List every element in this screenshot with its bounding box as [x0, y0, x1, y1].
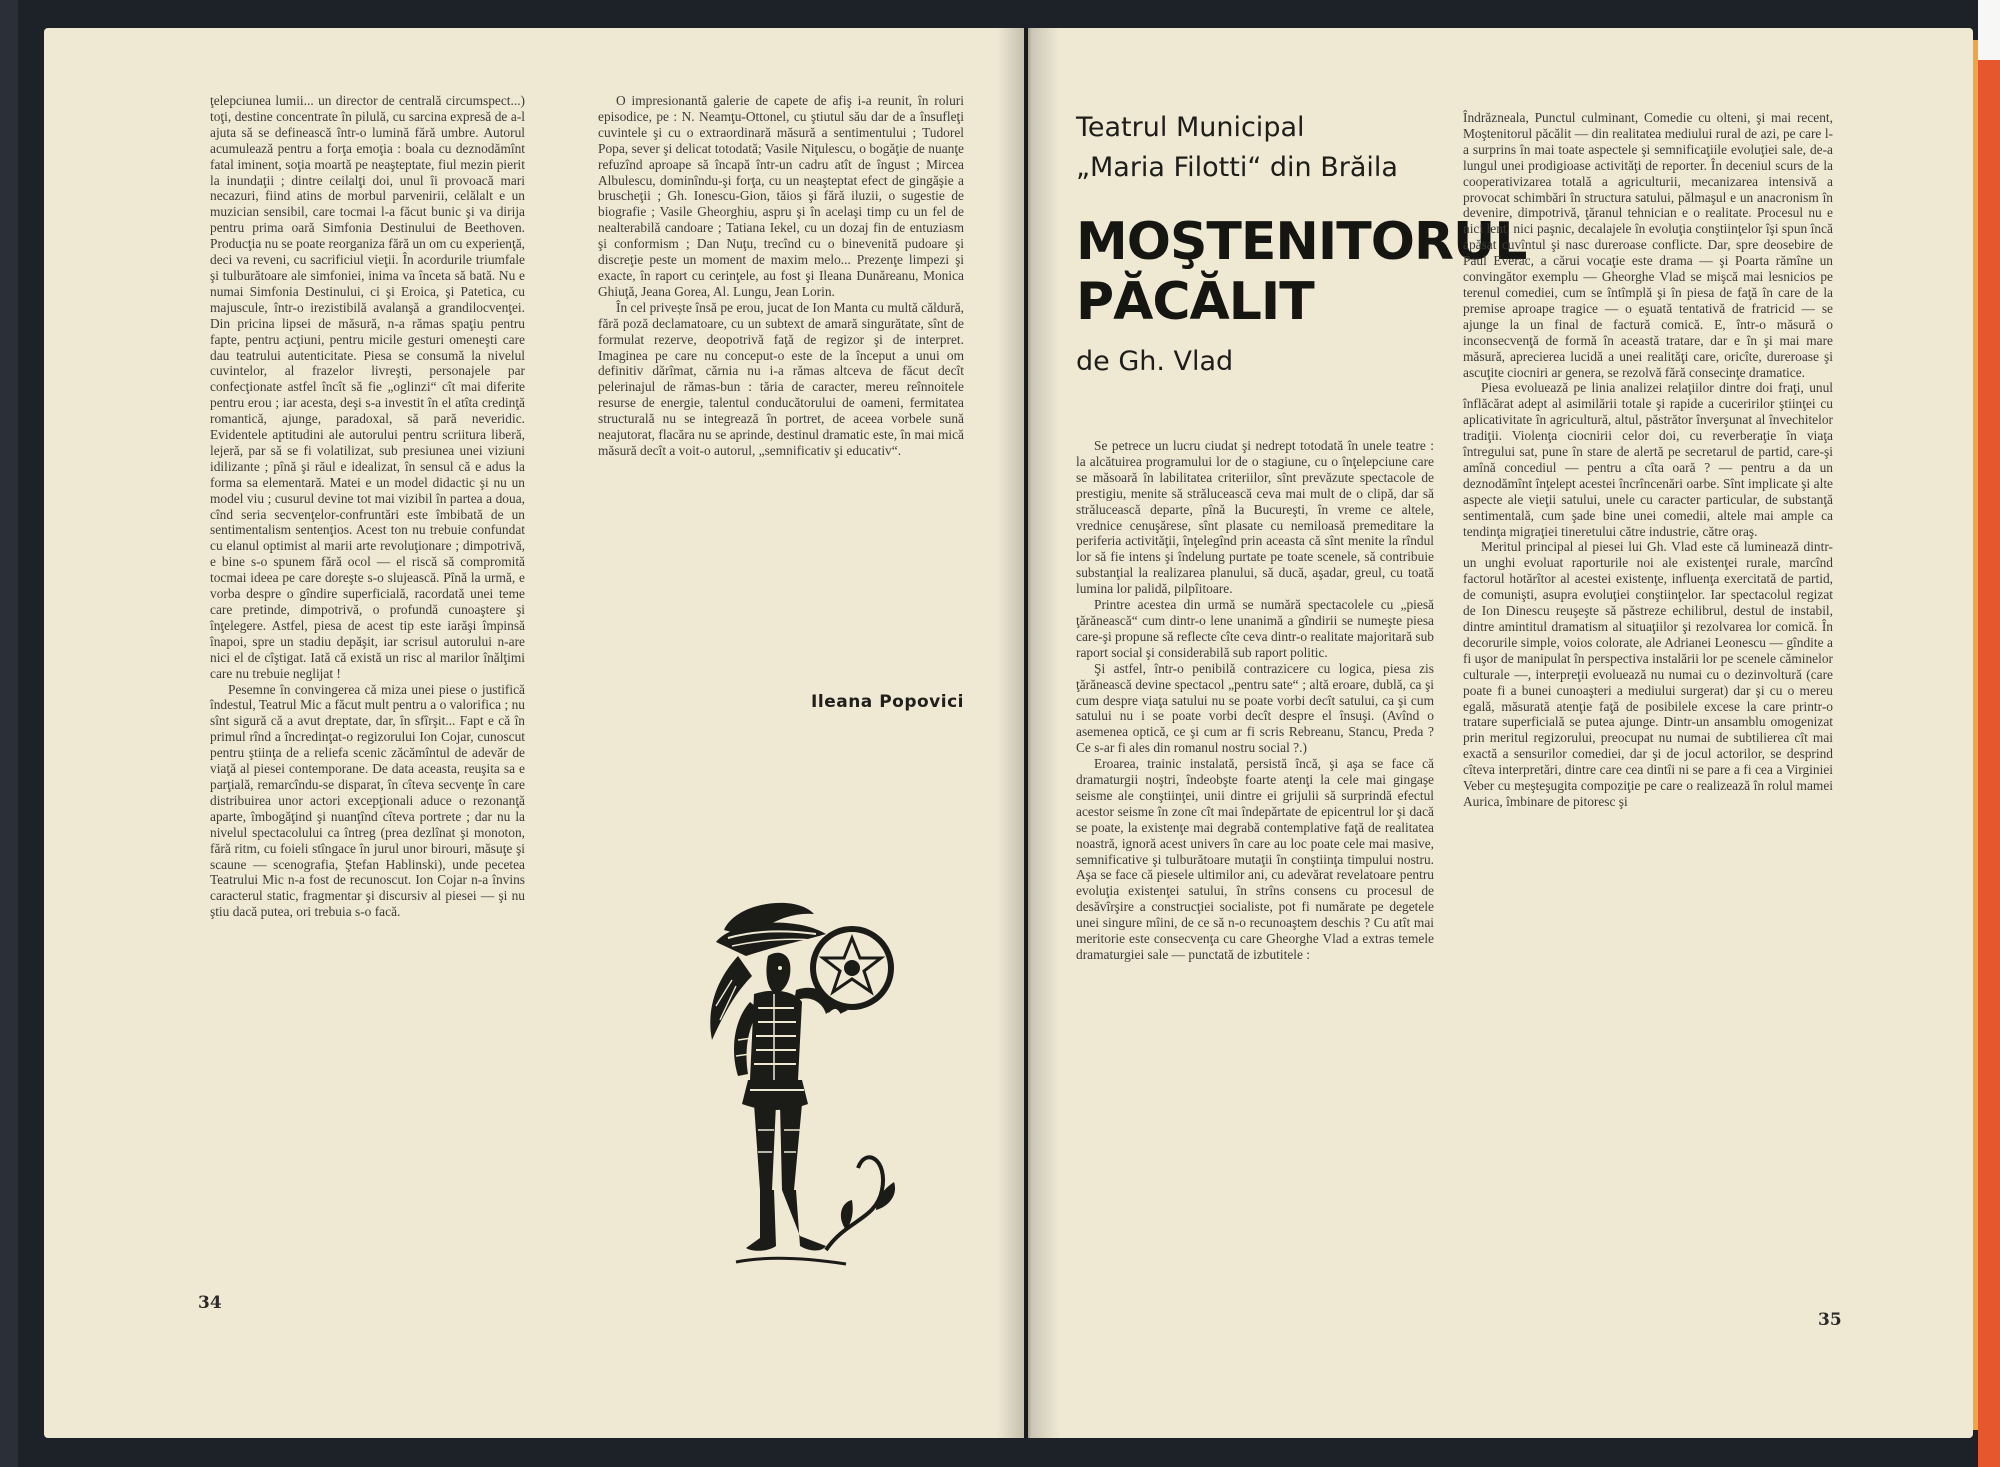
title-line-1: MOŞTENITORUL [1076, 212, 1527, 272]
paragraph: Meritul principal al piesei lui Gh. Vlad este că luminează dintr-un unghi evoluat raporturile noi ale existenţei rurale, marcînd factorul hotărîtor al acestei existenţe, influenţa exercitată de partid, de comunişti, asupra evoluţiei conştiinţelor. Iar spectacolul regizat de Ion Dinescu reuşeşte să păstreze echilibrul, destul de instabil, dintre amintitul dramatism al situaţiilor şi rezolvarea lor comică. În decorurile simple, voios colorate, ale Adrianei Leonescu — gîndite a fi uşor de manipulat în perspectiva instalării lor pe scenele căminelor culturale —, interpreţii evoluează nu numai cu o dezinvoltură (care poate fi a bunei cunoaşteri a mediului surgerat) dar şi cu o mereu egală, măsurată atenţie faţă de posibilele excese la care printr-o tratare superficială se putea ajunge. Dintr-un ansamblu omogenizat prin meritul regizorului, preocupat nu numai de subtilierea cît mai exactă a sensurilor comediei, dar şi de jocul actorilor, se desprind cîteva interpretări, dintre care cea dintîi ni se pare a fi cea a Virginiei Veber cu meşteşugita compoziţie pe care o realizează în rolul mamei Aurica, îmbinare de pitoresc şi [1463, 539, 1833, 809]
right-column-1 [1076, 438, 1434, 963]
theatre-line-1: Teatrul Municipal [1076, 112, 1305, 143]
play-author: de Gh. Vlad [1076, 346, 1234, 377]
article-signature: Ileana Popovici [811, 692, 964, 712]
paragraph: Şi astfel, într-o penibilă contrazicere cu logica, piesa zis ţărănească devine spectacol „pentru sate“ ; altă eroare, dublă, ca şi cum despre viaţa satului nu se poate vorbi decît satului, ca şi cum satului nu i se poate vorbi decît despre el însuşi. (Avînd o asemenea optică, ce şi cum ar fi scris Rebreanu, Stancu, Preda ? Ce s-ar fi ales din romanul nostru social ?.) [1076, 660, 1434, 756]
book-spine-edge [0, 0, 18, 1467]
theatre-heading [1076, 108, 1398, 188]
theatre-line-2: „Maria Filotti“ din Brăila [1076, 152, 1398, 183]
paragraph: ţelepciunea lumii... un director de centrală circumspect...) toţi, destine concentrate în pilulă, cu sarcina expresă de a-l ajuta să se definească într-o lumină fără umbre. Autorul acumulează pentru a forţa emoţia : boala cu deznodămînt fatal iminent, soţia moartă pe neaşteptate, fiul mezin pierit la inundaţii ; dintre ceilalţi doi, unul îi provoacă mari necazuri, fiind atins de morbul parvenirii, celălalt e un muzician sensibil, care tocmai l-a făcut bunic şi va dirija pentru prima oară Simfonia Destinului de Beethoven. Producţia nu se poate reorganiza fără un om cu experienţă, deci va reveni, cu sacrificiul vieţii. În acordurile triumfale şi tulburătoare ale simfoniei, inima va înceta să bată. Nu e numai Simfonia Destinului, ci şi Eroica, şi Patetica, cu majuscule, într-o irezistibilă avalanşă a grandilocvenţei. Din pricina lipsei de măsură, n-a rămas spaţiu pentru fapte, pentru acţiuni, pentru micile gesturi omeneşti care dau teatrului autenticitate. Piesa se consumă la nivelul cuvintelor, al frazelor livreşti, personajele par confecţionate astfel încît să fie „oglinzi“ cît mai diferite pentru erou ; iar acesta, deşi s-a investit în el atîta credinţă romantică, ajunge, paradoxal, să pară neveridic. Evidentele aptitudini ale autorului pentru scriitura liberă, lejeră, par să se fi volatilizat, sub presiunea unei viziuni idilizante ; pînă şi răul e idealizat, în sensul că e adus la forma sa elementară. Matei e un model didactic şi nu un model viu ; cusurul devine tot mai vizibil în partea a doua, cînd seria secvenţelor-confruntări este îmbibată de un sentimentalism sentenţios. Acest ton nu trebuie confundat cu elanul optimist al marii arte revoluţionare ; dimpotrivă, e bine s-o spunem fără ocol — el riscă să compromită tocmai ideea pe care doreşte s-o slujească. Pînă la urmă, e vorba despre o gîndire superficială, racordată unei teme care pretinde, dimpotrivă, o profundă cunoaştere şi înţelegere. Astfel, piesa de acest tip este iarăşi împinsă înapoi, spre un stadiu depăşit, iar scrisul autorului n-are nici el de cîştigat. Iată că există un risc al marilor înălţimi care nu trebuie neglijat ! [210, 93, 525, 681]
paragraph: Eroarea, trainic instalată, persistă încă, şi aşa se face că dramaturgii noştri, îndeobşte foarte atenţi la cele mai gingaşe seisme ale conştiinţei, unii dintre ei grijulii să surprindă efectul acestor seisme în zone cît mai îndepărtate de epicentrul lor şi dacă se poate, la existenţe mai degrabă contemplative faţă de realitatea noastră, ignoră acest univers în care au loc poate cele mai masive, semnificative şi tulburătoare mutaţii în conştiinţa timpului nostru. Aşa se face că piesele ultimilor ani, cu adevărat revelatoare pentru evoluţia existenţei satului, în strîns consens cu procesul de desăvîrşire a construcţiei socialiste, pot fi numărate pe degetele unei singure mîini, de ce să n-o recunoaştem deschis ? Cu atît mai meritorie este consecvenţa cu care Gheorghe Vlad a extras temele dramaturgiei sale — punctată de izbutitele : [1076, 756, 1434, 962]
page-number-left: 34 [198, 1293, 222, 1313]
right-column-2 [1463, 110, 1833, 810]
left-column-2 [598, 93, 964, 459]
page-edge-red [1978, 60, 2000, 1467]
left-column-1 [210, 93, 525, 920]
woodcut-figure-with-mirror-icon [676, 890, 916, 1280]
title-line-2: PĂCĂLIT [1076, 272, 1314, 332]
paragraph: Pesemne în convingerea că miza unei piese o justifică îndestul, Teatrul Mic a făcut mult pentru a o valorifica ; nu sînt sigură că a avut dreptate, dar, în sfîrşit... Fapt e că în primul rînd a încredinţat-o regizorului Ion Cojar, cunoscut pentru ştiinţa de a reliefa scenic zăcămîntul de adevăr de viaţă al piesei contemporane. De data aceasta, reuşita sa e parţială, remarcîndu-se disparat, în cîteva secvenţe în care distribuirea unor actori excepţionali aduce o rezonanţă aparte, îmbogăţind şi nuanţînd cîteva portrete ; dar nu la nivelul spectacolului ca întreg (prea dezlînat şi monoton, fără ritm, cu foieli stîngace în jurul unor birouri, măsuţe şi scaune — scenografia, Ştefan Hablinski), unde pecetea Teatrului Mic n-a fost de recunoscut. Ion Cojar n-a învins caracterul static, fragmentar şi discursiv al piesei — şi nu ştiu dacă putea, ori trebuia s-o facă. [210, 681, 525, 920]
paragraph: Printre acestea din urmă se numără spectacolele cu „piesă ţărănească“ cum dintr-o lene unanimă a gîndirii se numeşte piesa care-şi propune să reflecte cîte ceva dintr-o realitate majoritară sub raport social şi considerabilă sub raport politic. [1076, 597, 1434, 660]
page-number-right: 35 [1818, 1310, 1842, 1330]
paragraph: În cel privește însă pe erou, jucat de Ion Manta cu multă căldură, fără poză declamatoare, cu un subtext de amară singurătate, sînt de formulat rezerve, deopotrivă faţă de regizor şi de interpret. Imaginea pe care nu conceput-o este de la început a unui om definitiv dărîmat, cărnia nu i-a rămas altceva de făcut decît pelerinajul de rămas-bun : tăria de caracter, mereu reînnoitele resurse de energie, talentul conducătorului de oameni, fermitatea structurală nu se integrează în portret, de aceea vorbele sună neajutorat, flacăra nu se aprinde, destinul dramatic este, în mai mică măsură decît a voit-o autorul, „semnificativ şi educativ“. [598, 299, 964, 458]
paragraph: Îndrăzneala, Punctul culminant, Comedie cu olteni, şi mai recent, Moştenitorul păcălit — din realitatea mediului rural de azi, pe care l-a surprins în mai toate aspectele şi semnificaţiile evoluţiei sale, de-a lungul unei prodigioase activităţi de reporter. În deceniul scurs de la cooperativizarea totală a agriculturii, mecanizarea intensivă a provocat schimbări în structura satului, pălmaşul e un anacronism în devenire, dimpotrivă, ţăranul tehnician e o realitate. Procesul nu e nici lent, nici paşnic, decalajele în evoluţia conştiinţelor îşi spun încă apăsat cuvîntul şi nasc dureroase conflicte. Dar, spre deosebire de Paul Everac, a cărui vocaţie este drama — şi Poarta rămîne un convingător exemplu — Gheorghe Vlad se mişcă mai lesnicios pe terenul comediei, cum se întîmplă şi în piesa de faţă în care de la premise aproape tragice — o eşuată tentativă de fratricid — se ajunge la un final de factură comică. E, într-o măsură o inconsecvenţă de formă în această tratare, dar e în şi mai mare măsură, aprecierea lucidă a unei realităţi care, oricîte, dureroase şi ascuţite ciocniri ar genera, se rezolvă fără consecinţe dramatice. [1463, 110, 1833, 380]
paragraph: Se petrece un lucru ciudat şi nedrept totodată în unele teatre : la alcătuirea programului lor de o stagiune, cu o înţelepciune care se măsoară în labilitatea criteriilor, sînt prevăzute spectacole de prestigiu, menite să strălucească ceva mai mult de o clipă, dar să strălucească departe, pînă la Bucureşti, în vreme ce altele, vrednice cenuşărese, sînt plasate cu nemiloasă premeditare la periferia activităţii, înţelegînd prin aceasta că sînt menite la rîndul lor să fie intens şi îndelung purtate pe toate scenele, să contribuie substanţial la realizarea planului, să ducă, aşadar, greul, cu toată lumina lor palidă, pilpîitoare. [1076, 438, 1434, 597]
paragraph: O impresionantă galerie de capete de afiş i-a reunit, în roluri episodice, pe : N. Neamţu-Ottonel, cu ştiutul său dar de a însufleţi cuvintele şi cu o extraordinară măsură a sentimentului ; Tudorel Popa, sever şi delicat totodată; Vasile Niţulescu, o bogăţie de nuanţe refuzînd aproape să încapă într-un cadru atît de îngust ; Mircea Albulescu, dominîndu-şi forţa, cu un neaşteptat efect de gingăşie a bruscheţii ; Gh. Ionescu-Gion, tăios şi fără iluzii, o sugestie de biografie ; Vasile Gheorghiu, aspru şi în acelaşi timp cu un fel de nealterabilă candoare ; Tatiana Iekel, cu un dozaj fin de entuziasm şi conformism ; Dan Nuţu, trecînd cu o binevenită pudoare şi discreţie peste un moment de maxim melo... Prezenţe limpezi şi exacte, în raport cu cerinţele, au fost şi Ileana Dunăreanu, Monica Ghiuţă, Jeana Gorea, Al. Lungu, Jean Lorin. [598, 93, 964, 299]
paragraph: Piesa evoluează pe linia analizei relaţiilor dintre doi fraţi, unul înflăcărat adept al asimilării totale şi rapide a cuceririlor ştiinţei cu aplicativitate în agricultură, altul, păstrător înverşunat al învechitelor tradiţii. Violenţa ciocnirii celor doi, cu reverberaţie în viaţa întregului sat, pune în stare de alertă pe secretarul de partid, care-şi amînă concediul — pentru a cîta oară ? — pentru a da un deznodămînt înţelept acestei încrîncenări oarbe. Sînt implicate şi alte aspecte ale vieţii satului, unele cu caracter particular, de substanţă sentimentală, cum şade bine unei comedii, altele mai ample ca tendinţa migraţiei tineretului către industrie, către oraş. [1463, 380, 1833, 539]
play-title [1076, 212, 1526, 332]
